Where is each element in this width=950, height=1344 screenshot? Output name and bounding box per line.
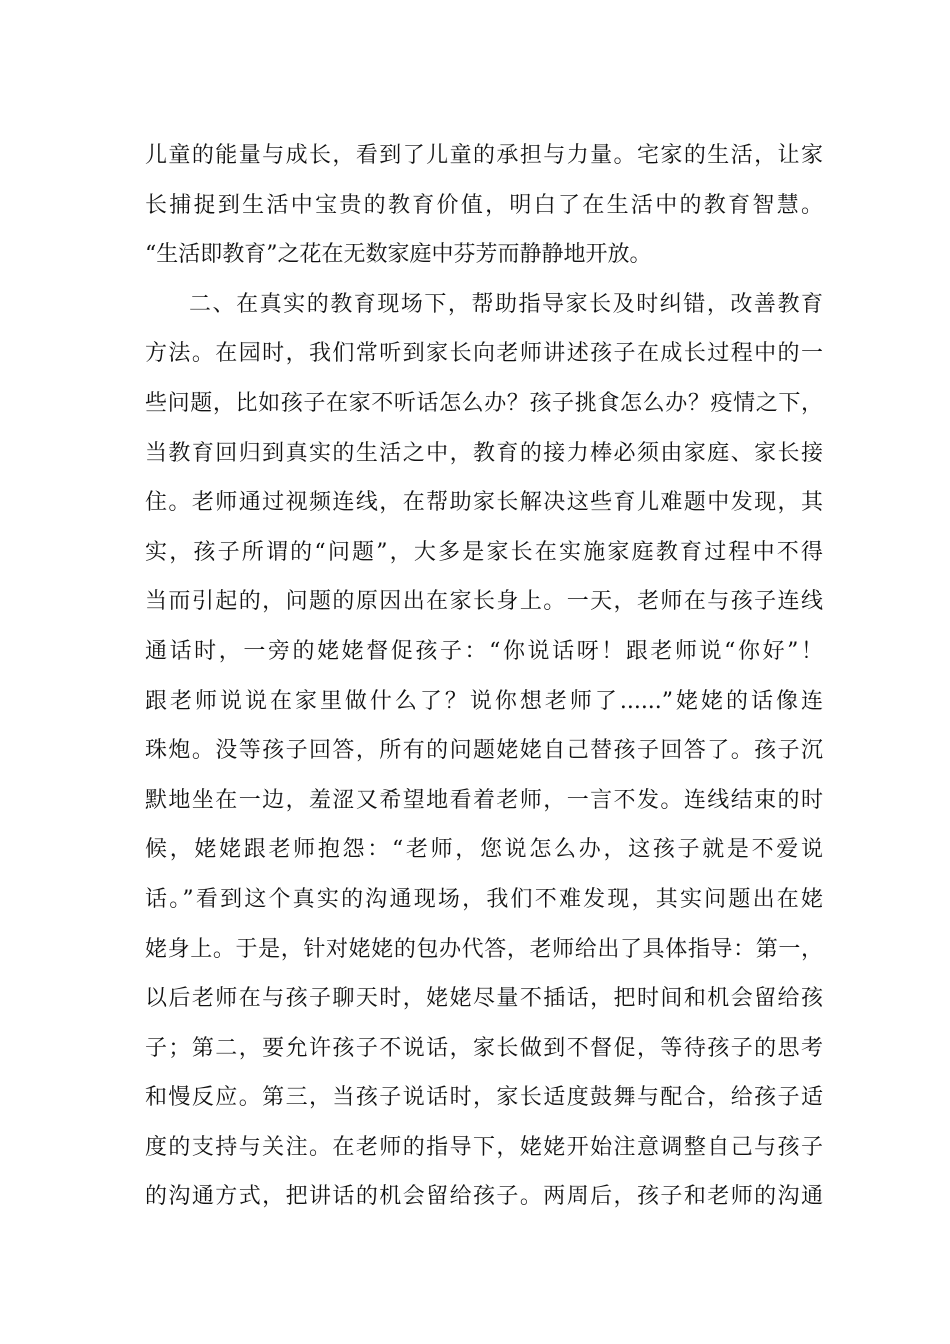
section-heading-line: 二、在真实的教育现场下，帮助指导家长及时纠错，改善教育 xyxy=(189,291,823,317)
text-line: 的沟通方式，把讲话的机会留给孩子。两周后，孩子和老师的沟通 xyxy=(145,1184,823,1210)
text-line: 珠炮。没等孩子回答，所有的问题姥姥自己替孩子回答了。孩子沉 xyxy=(145,738,823,764)
text-line: 话。”看到这个真实的沟通现场，我们不难发现，其实问题出在姥 xyxy=(145,886,823,912)
text-line: 实，孩子所谓的“问题”，大多是家长在实施家庭教育过程中不得 xyxy=(145,539,823,565)
text-line: 方法。在园时，我们常听到家长向老师讲述孩子在成长过程中的一 xyxy=(145,341,823,367)
body-text xyxy=(145,131,823,1222)
text-line: 和慢反应。第三，当孩子说话时，家长适度鼓舞与配合，给孩子适 xyxy=(145,1085,823,1111)
text-line: 以后老师在与孩子聊天时，姥姥尽量不插话，把时间和机会留给孩 xyxy=(145,986,823,1012)
text-line: 些问题，比如孩子在家不听话怎么办？孩子挑食怎么办？疫情之下， xyxy=(145,390,823,416)
text-line: 当教育回归到真实的生活之中，教育的接力棒必须由家庭、家长接 xyxy=(145,440,823,466)
text-line: 儿童的能量与成长，看到了儿童的承担与力量。宅家的生活，让家 xyxy=(145,143,823,168)
text-line: 候，姥姥跟老师抱怨：“老师，您说怎么办，这孩子就是不爱说 xyxy=(145,837,823,863)
text-line: 度的支持与关注。在老师的指导下，姥姥开始注意调整自己与孩子 xyxy=(145,1134,823,1160)
text-line: 跟老师说说在家里做什么了？说你想老师了......”姥姥的话像连 xyxy=(145,688,823,714)
text-line: 长捕捉到生活中宝贵的教育价值，明白了在生活中的教育智慧。 xyxy=(145,192,823,218)
text-line: 住。老师通过视频连线，在帮助家长解决这些育儿难题中发现，其 xyxy=(145,490,823,516)
text-line: “生活即教育”之花在无数家庭中芬芳而静静地开放。 xyxy=(145,242,652,268)
text-line: 姥身上。于是，针对姥姥的包办代答，老师给出了具体指导：第一， xyxy=(145,936,823,962)
text-line: 子；第二，要允许孩子不说话，家长做到不督促，等待孩子的思考 xyxy=(145,1035,823,1061)
text-line: 默地坐在一边，羞涩又希望地看着老师，一言不发。连线结束的时 xyxy=(145,787,823,813)
text-line: 当而引起的，问题的原因出在家长身上。一天，老师在与孩子连线 xyxy=(145,589,823,615)
text-line: 通话时，一旁的姥姥督促孩子：“你说话呀！跟老师说“你好”！ xyxy=(145,638,823,664)
